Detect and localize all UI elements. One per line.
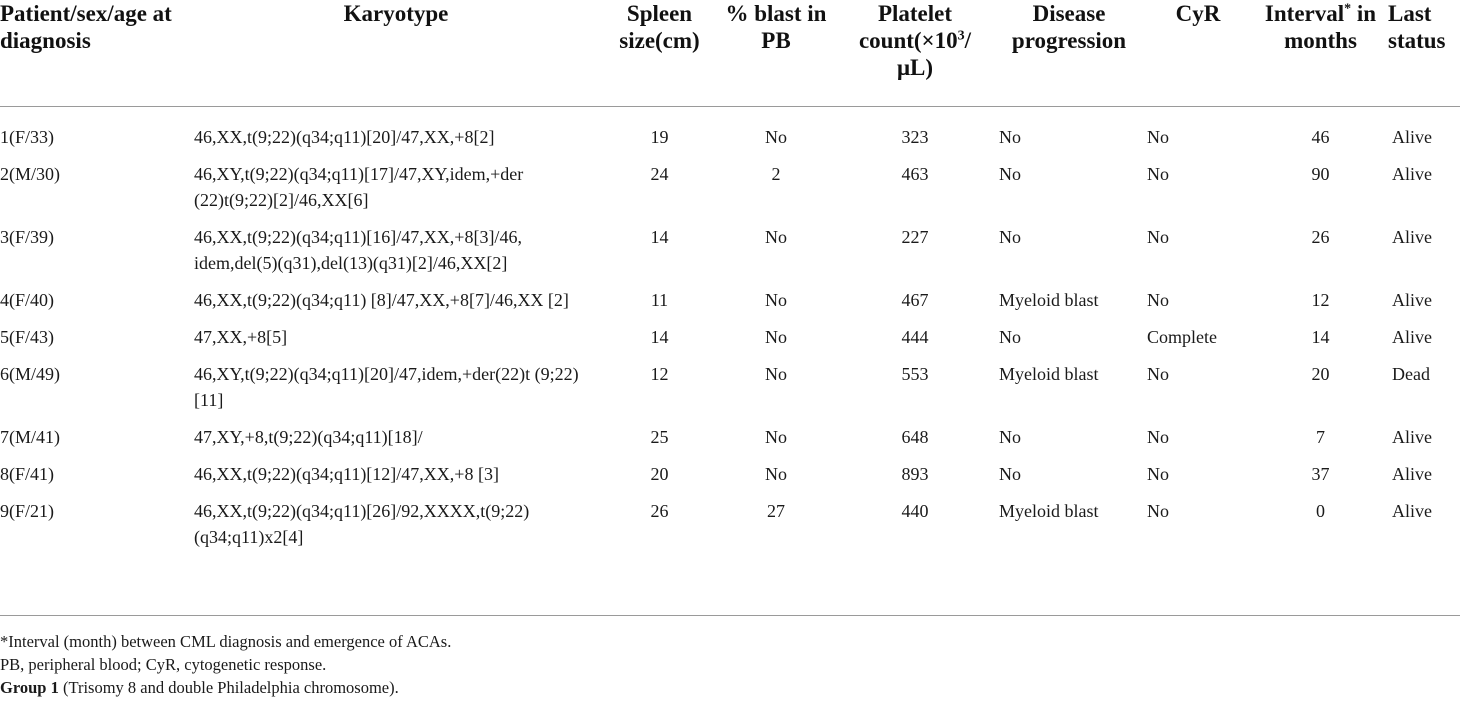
cell-disease: Myeloid blast [999, 501, 1099, 521]
cell-karyotype: 46,XX,t(9;22)(q34;q11)[26]/92,XXXX,t(9;22) (q34;q11)x2[4] [194, 501, 530, 547]
cell-spleen: 19 [650, 127, 669, 147]
cell-cyr: No [1147, 227, 1169, 247]
cell-platelet: 323 [901, 127, 929, 147]
table-row [0, 498, 1460, 561]
cell-patient: 4(F/40) [0, 290, 54, 310]
cell-karyotype: 46,XY,t(9;22)(q34;q11)[17]/47,XY,idem,+der (22)t(9;22)[2]/46,XX[6] [194, 164, 524, 210]
cell-karyotype: 46,XX,t(9;22)(q34;q11) [8]/47,XX,+8[7]/46,XX [2] [194, 290, 569, 310]
header-platelet [835, 0, 995, 104]
cell-disease: No [999, 164, 1021, 184]
cell-status: Alive [1392, 327, 1432, 347]
cell-spleen: 11 [650, 290, 669, 310]
cell-interval: 90 [1311, 164, 1330, 184]
cell-interval: 26 [1311, 227, 1330, 247]
cell-platelet: 893 [901, 464, 929, 484]
header-interval [1253, 0, 1388, 104]
cell-cyr: No [1147, 427, 1169, 447]
header-karyotype: Karyotype [343, 1, 449, 26]
cell-disease: No [999, 227, 1021, 247]
cell-platelet: 553 [901, 364, 929, 384]
cell-blast: 27 [767, 501, 785, 521]
cell-disease: No [999, 427, 1021, 447]
cell-platelet: 227 [901, 227, 929, 247]
cell-spleen: 26 [650, 501, 669, 521]
cell-status: Alive [1392, 427, 1432, 447]
table-row [0, 161, 1460, 224]
cell-status: Alive [1392, 290, 1432, 310]
table-row [0, 324, 1460, 361]
table-row [0, 224, 1460, 287]
cell-blast: No [765, 327, 787, 347]
cell-blast: No [765, 427, 787, 447]
cell-patient: 9(F/21) [0, 501, 54, 521]
footnote-group [0, 676, 451, 699]
cell-interval: 0 [1316, 501, 1325, 521]
header-interval-post: in months [1284, 1, 1377, 53]
cell-disease: No [999, 127, 1021, 147]
cell-spleen: 14 [650, 327, 669, 347]
header-divider [0, 106, 1460, 107]
header-cyr: CyR [1175, 1, 1221, 26]
header-status: Last status [1388, 1, 1446, 53]
cell-status: Alive [1392, 227, 1432, 247]
cell-cyr: No [1147, 164, 1169, 184]
cell-interval: 14 [1311, 327, 1330, 347]
header-interval-sup: * [1344, 1, 1352, 17]
cell-disease: Myeloid blast [999, 364, 1099, 384]
table-row [0, 424, 1460, 461]
cell-karyotype: 46,XX,t(9;22)(q34;q11)[12]/47,XX,+8 [3] [194, 464, 499, 484]
table-row [0, 361, 1460, 424]
cell-blast: No [765, 290, 787, 310]
cell-karyotype: 46,XX,t(9;22)(q34;q11)[16]/47,XX,+8[3]/46, idem,del(5)(q31),del(13)(q31)[2]/46,XX[2] [194, 227, 522, 273]
header-platelet-pre: Platelet count(×10 [858, 1, 958, 53]
table-row [0, 461, 1460, 498]
cell-disease: Myeloid blast [999, 290, 1099, 310]
cell-patient: 2(M/30) [0, 164, 60, 184]
cell-interval: 12 [1311, 290, 1330, 310]
header-blast: % blast in PB [725, 1, 827, 53]
cell-karyotype: 46,XX,t(9;22)(q34;q11)[20]/47,XX,+8[2] [194, 127, 495, 147]
cell-blast: No [765, 464, 787, 484]
cell-platelet: 648 [901, 427, 929, 447]
header-patient: Patient/sex/age at diagnosis [0, 1, 172, 53]
header-disease: Disease progression [1011, 1, 1127, 53]
cell-patient: 3(F/39) [0, 227, 54, 247]
cell-blast: 2 [771, 164, 781, 184]
cell-platelet: 444 [901, 327, 929, 347]
cell-karyotype: 47,XY,+8,t(9;22)(q34;q11)[18]/ [194, 427, 423, 447]
table-top-spacer [0, 104, 1460, 124]
cell-platelet: 463 [901, 164, 929, 184]
cell-cyr: No [1147, 127, 1169, 147]
cell-karyotype: 46,XY,t(9;22)(q34;q11)[20]/47,idem,+der(22)t (9;22)[11] [194, 364, 579, 410]
cell-status: Alive [1392, 127, 1432, 147]
cell-status: Alive [1392, 501, 1432, 521]
cell-platelet: 467 [901, 290, 929, 310]
footnotes [0, 630, 451, 699]
cell-patient: 1(F/33) [0, 127, 54, 147]
cell-spleen: 20 [650, 464, 669, 484]
table-row [0, 287, 1460, 324]
footnote-group-text: (Trisomy 8 and double Philadelphia chromosome). [58, 678, 399, 697]
cell-disease: No [999, 327, 1021, 347]
footnote-abbreviations: PB, peripheral blood; CyR, cytogenetic response. [0, 655, 327, 674]
cell-patient: 7(M/41) [0, 427, 60, 447]
cell-cyr: No [1147, 290, 1169, 310]
header-spleen: Spleen size(cm) [619, 1, 700, 53]
cell-status: Dead [1392, 364, 1430, 384]
cell-spleen: 12 [650, 364, 669, 384]
cell-cyr: Complete [1147, 327, 1217, 347]
cell-cyr: No [1147, 364, 1169, 384]
cell-interval: 7 [1316, 427, 1325, 447]
cell-spleen: 14 [650, 227, 669, 247]
cell-blast: No [765, 127, 787, 147]
cell-status: Alive [1392, 464, 1432, 484]
header-interval-pre: Interval [1264, 1, 1345, 26]
cell-spleen: 24 [650, 164, 669, 184]
cell-status: Alive [1392, 164, 1432, 184]
cell-cyr: No [1147, 501, 1169, 521]
table-row [0, 124, 1460, 161]
cell-blast: No [765, 364, 787, 384]
cell-blast: No [765, 227, 787, 247]
cell-patient: 6(M/49) [0, 364, 60, 384]
table-header [0, 0, 1460, 104]
cell-interval: 37 [1311, 464, 1330, 484]
table-body [0, 104, 1460, 561]
cell-patient: 8(F/41) [0, 464, 54, 484]
cell-patient: 5(F/43) [0, 327, 54, 347]
cell-platelet: 440 [901, 501, 929, 521]
cell-disease: No [999, 464, 1021, 484]
footnote-group-label: Group 1 [0, 678, 59, 697]
cell-spleen: 25 [650, 427, 669, 447]
cell-interval: 20 [1311, 364, 1330, 384]
footnote-interval: *Interval (month) between CML diagnosis and emergence of ACAs. [0, 632, 452, 651]
cell-karyotype: 47,XX,+8[5] [194, 327, 288, 347]
table-bottom-divider [0, 615, 1460, 616]
cell-cyr: No [1147, 464, 1169, 484]
cell-interval: 46 [1311, 127, 1330, 147]
header-platelet-sup: 3 [957, 28, 965, 44]
header-platelet-post: / μL) [896, 28, 972, 80]
